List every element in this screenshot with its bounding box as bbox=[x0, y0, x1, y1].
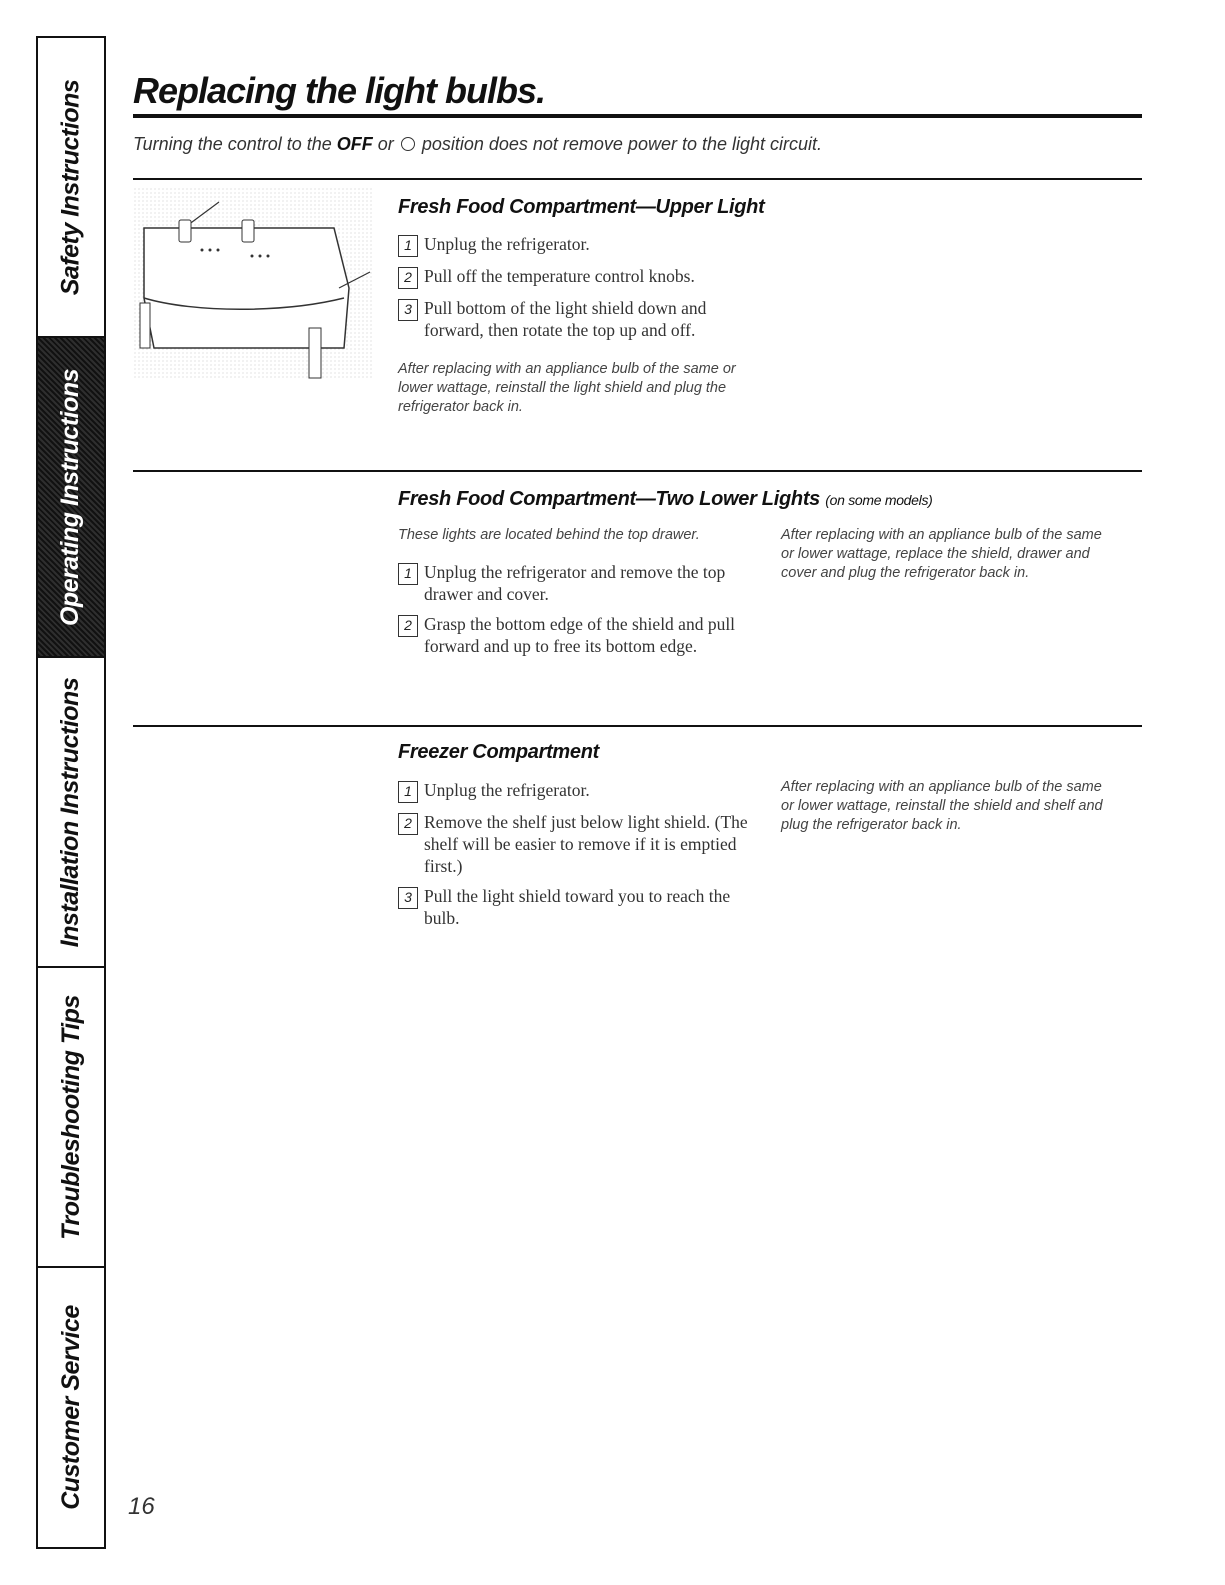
step-text: Pull the light shield toward you to reach the bulb. bbox=[424, 886, 731, 928]
heading-suffix: (on some models) bbox=[825, 492, 933, 508]
lower-lights-steps bbox=[398, 561, 768, 665]
step-text: Unplug the refrigerator and remove the top drawer and cover. bbox=[424, 562, 726, 604]
page-number: 16 bbox=[128, 1493, 155, 1520]
list-item bbox=[398, 613, 768, 657]
list-item bbox=[398, 885, 768, 929]
tab-label: Customer Service bbox=[56, 1305, 85, 1510]
step-number: 2 bbox=[398, 615, 418, 637]
tab-label: Safety Instructions bbox=[56, 79, 85, 295]
tab-troubleshooting-tips[interactable] bbox=[38, 968, 104, 1268]
section-heading-freezer: Freezer Compartment bbox=[398, 741, 600, 763]
list-item bbox=[398, 297, 768, 341]
step-number: 2 bbox=[398, 267, 418, 289]
subtitle-off-label: OFF bbox=[336, 134, 373, 154]
step-text: Grasp the bottom edge of the shield and pull forward and up to free its bottom edge. bbox=[424, 614, 736, 656]
light-shield-illustration bbox=[134, 188, 372, 380]
step-text: Pull off the temperature control knobs. bbox=[424, 266, 695, 286]
tab-customer-service[interactable] bbox=[38, 1268, 104, 1547]
tab-label: Installation Instructions bbox=[56, 677, 85, 947]
subtitle-text: Turning the control to the bbox=[133, 134, 337, 154]
upper-light-note: After replacing with an appliance bulb of the same or lower wattage, reinstall the light shield and plug the refrigerator back in. bbox=[398, 361, 736, 415]
step-text: Remove the shelf just below light shield. (The shelf will be easier to remove if it is emptied first.) bbox=[424, 812, 748, 876]
tab-installation-instructions[interactable] bbox=[38, 658, 104, 968]
section-heading-lower-lights bbox=[398, 488, 933, 511]
section-heading-upper-light: Fresh Food Compartment—Upper Light bbox=[398, 196, 765, 218]
step-number: 2 bbox=[398, 813, 418, 835]
freezer-note: After replacing with an appliance bulb of the same or lower wattage, reinstall the shield and shelf and plug the refrigerator back in. bbox=[781, 779, 1103, 833]
tab-label: Troubleshooting Tips bbox=[56, 994, 85, 1240]
step-text: Unplug the refrigerator. bbox=[424, 780, 590, 800]
upper-light-steps bbox=[398, 233, 768, 349]
tab-label: Operating Instructions bbox=[56, 368, 85, 626]
subtitle-text: or bbox=[372, 134, 399, 154]
off-circle-icon bbox=[401, 137, 415, 151]
section-divider bbox=[133, 470, 1142, 472]
page-subtitle bbox=[133, 134, 822, 155]
section-divider bbox=[133, 725, 1142, 727]
freezer-steps bbox=[398, 779, 768, 937]
step-number: 1 bbox=[398, 781, 418, 803]
tab-operating-instructions[interactable] bbox=[38, 338, 104, 658]
subtitle-text: position does not remove power to the light circuit. bbox=[416, 134, 823, 154]
step-text: Pull bottom of the light shield down and forward, then rotate the top up and off. bbox=[424, 298, 707, 340]
lower-lights-note: After replacing with an appliance bulb of the same or lower wattage, replace the shield, drawer and cover and plug the refrigerator back in. bbox=[781, 527, 1102, 581]
step-number: 3 bbox=[398, 887, 418, 909]
step-text: Unplug the refrigerator. bbox=[424, 234, 590, 254]
page-title: Replacing the light bulbs. bbox=[133, 70, 546, 111]
heading-text: Fresh Food Compartment—Two Lower Lights bbox=[398, 488, 821, 510]
list-item bbox=[398, 779, 768, 803]
lower-lights-intro: These lights are located behind the top drawer. bbox=[398, 527, 700, 543]
title-rule bbox=[133, 114, 1142, 118]
list-item bbox=[398, 265, 768, 289]
list-item bbox=[398, 233, 768, 257]
step-number: 1 bbox=[398, 235, 418, 257]
step-number: 3 bbox=[398, 299, 418, 321]
list-item bbox=[398, 811, 768, 877]
list-item bbox=[398, 561, 768, 605]
tab-safety-instructions[interactable] bbox=[38, 38, 104, 338]
step-number: 1 bbox=[398, 563, 418, 585]
side-tab-strip bbox=[36, 36, 106, 1549]
section-divider bbox=[133, 178, 1142, 180]
